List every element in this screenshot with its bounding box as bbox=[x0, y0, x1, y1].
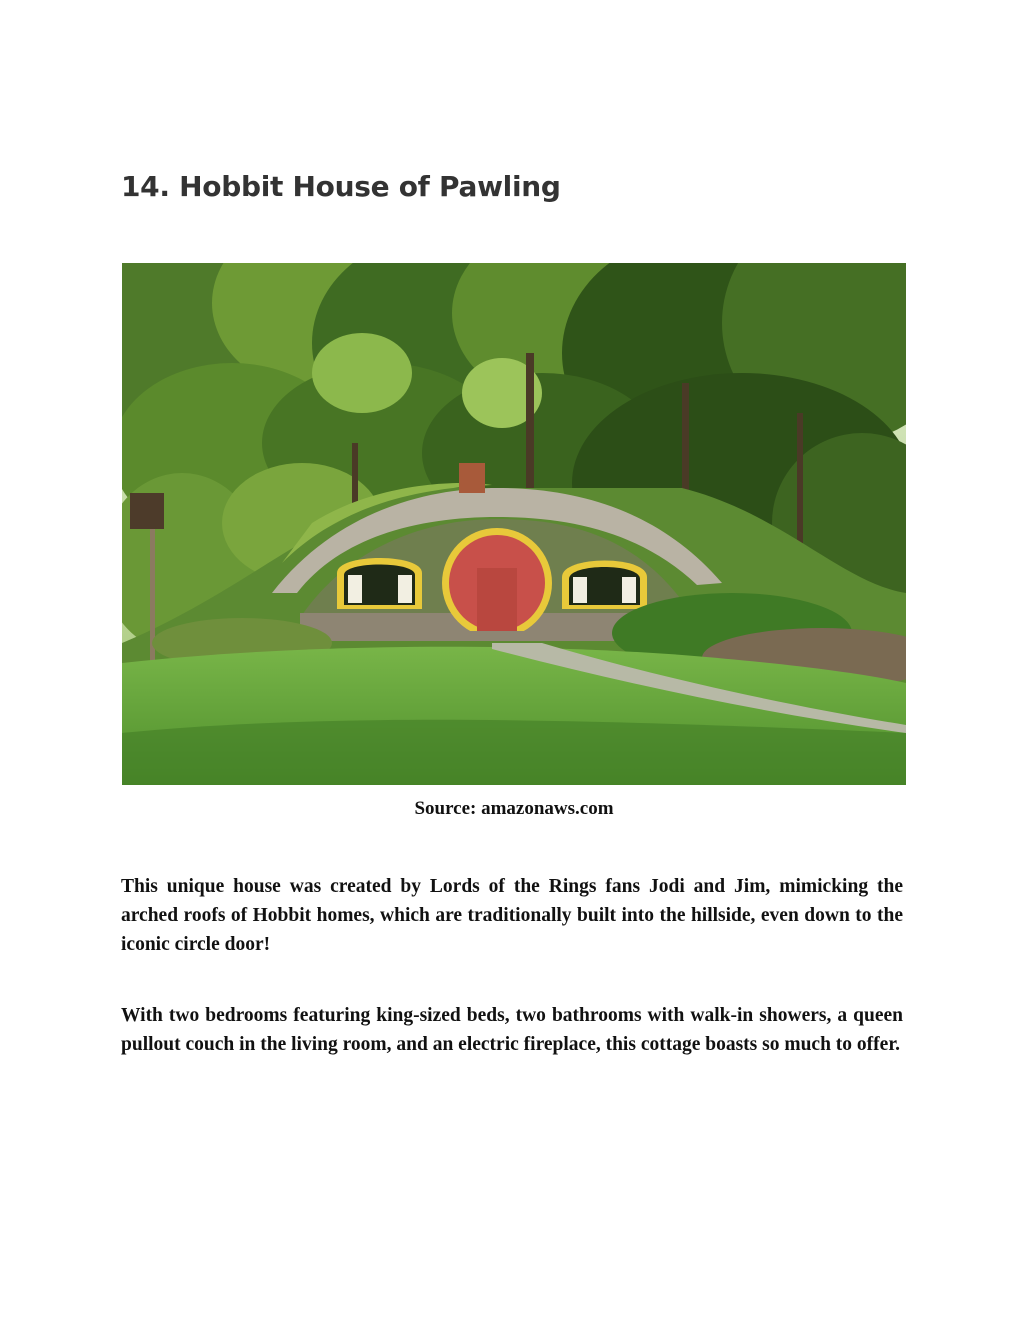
paragraph: With two bedrooms featuring king-sized beds, two bathrooms with walk-in showers, a queen pullout couch in the living room, and an electric fireplace, this cottage boasts so much to offer. bbox=[121, 1005, 903, 1055]
chimney bbox=[459, 463, 485, 493]
right-window bbox=[562, 561, 647, 610]
image-caption: Source: amazonaws.com bbox=[414, 798, 614, 819]
left-window bbox=[337, 558, 422, 609]
paragraph: This unique house was created by Lords of the Rings fans Jodi and Jim, mimicking the arched roofs of Hobbit homes, which are traditionally built into the hillside, even down to the iconic circle door! bbox=[121, 876, 903, 955]
hobbit-house-photo bbox=[122, 263, 906, 785]
page-title: 14. Hobbit House of Pawling bbox=[121, 170, 561, 203]
hobbit-house-illustration bbox=[122, 263, 906, 785]
